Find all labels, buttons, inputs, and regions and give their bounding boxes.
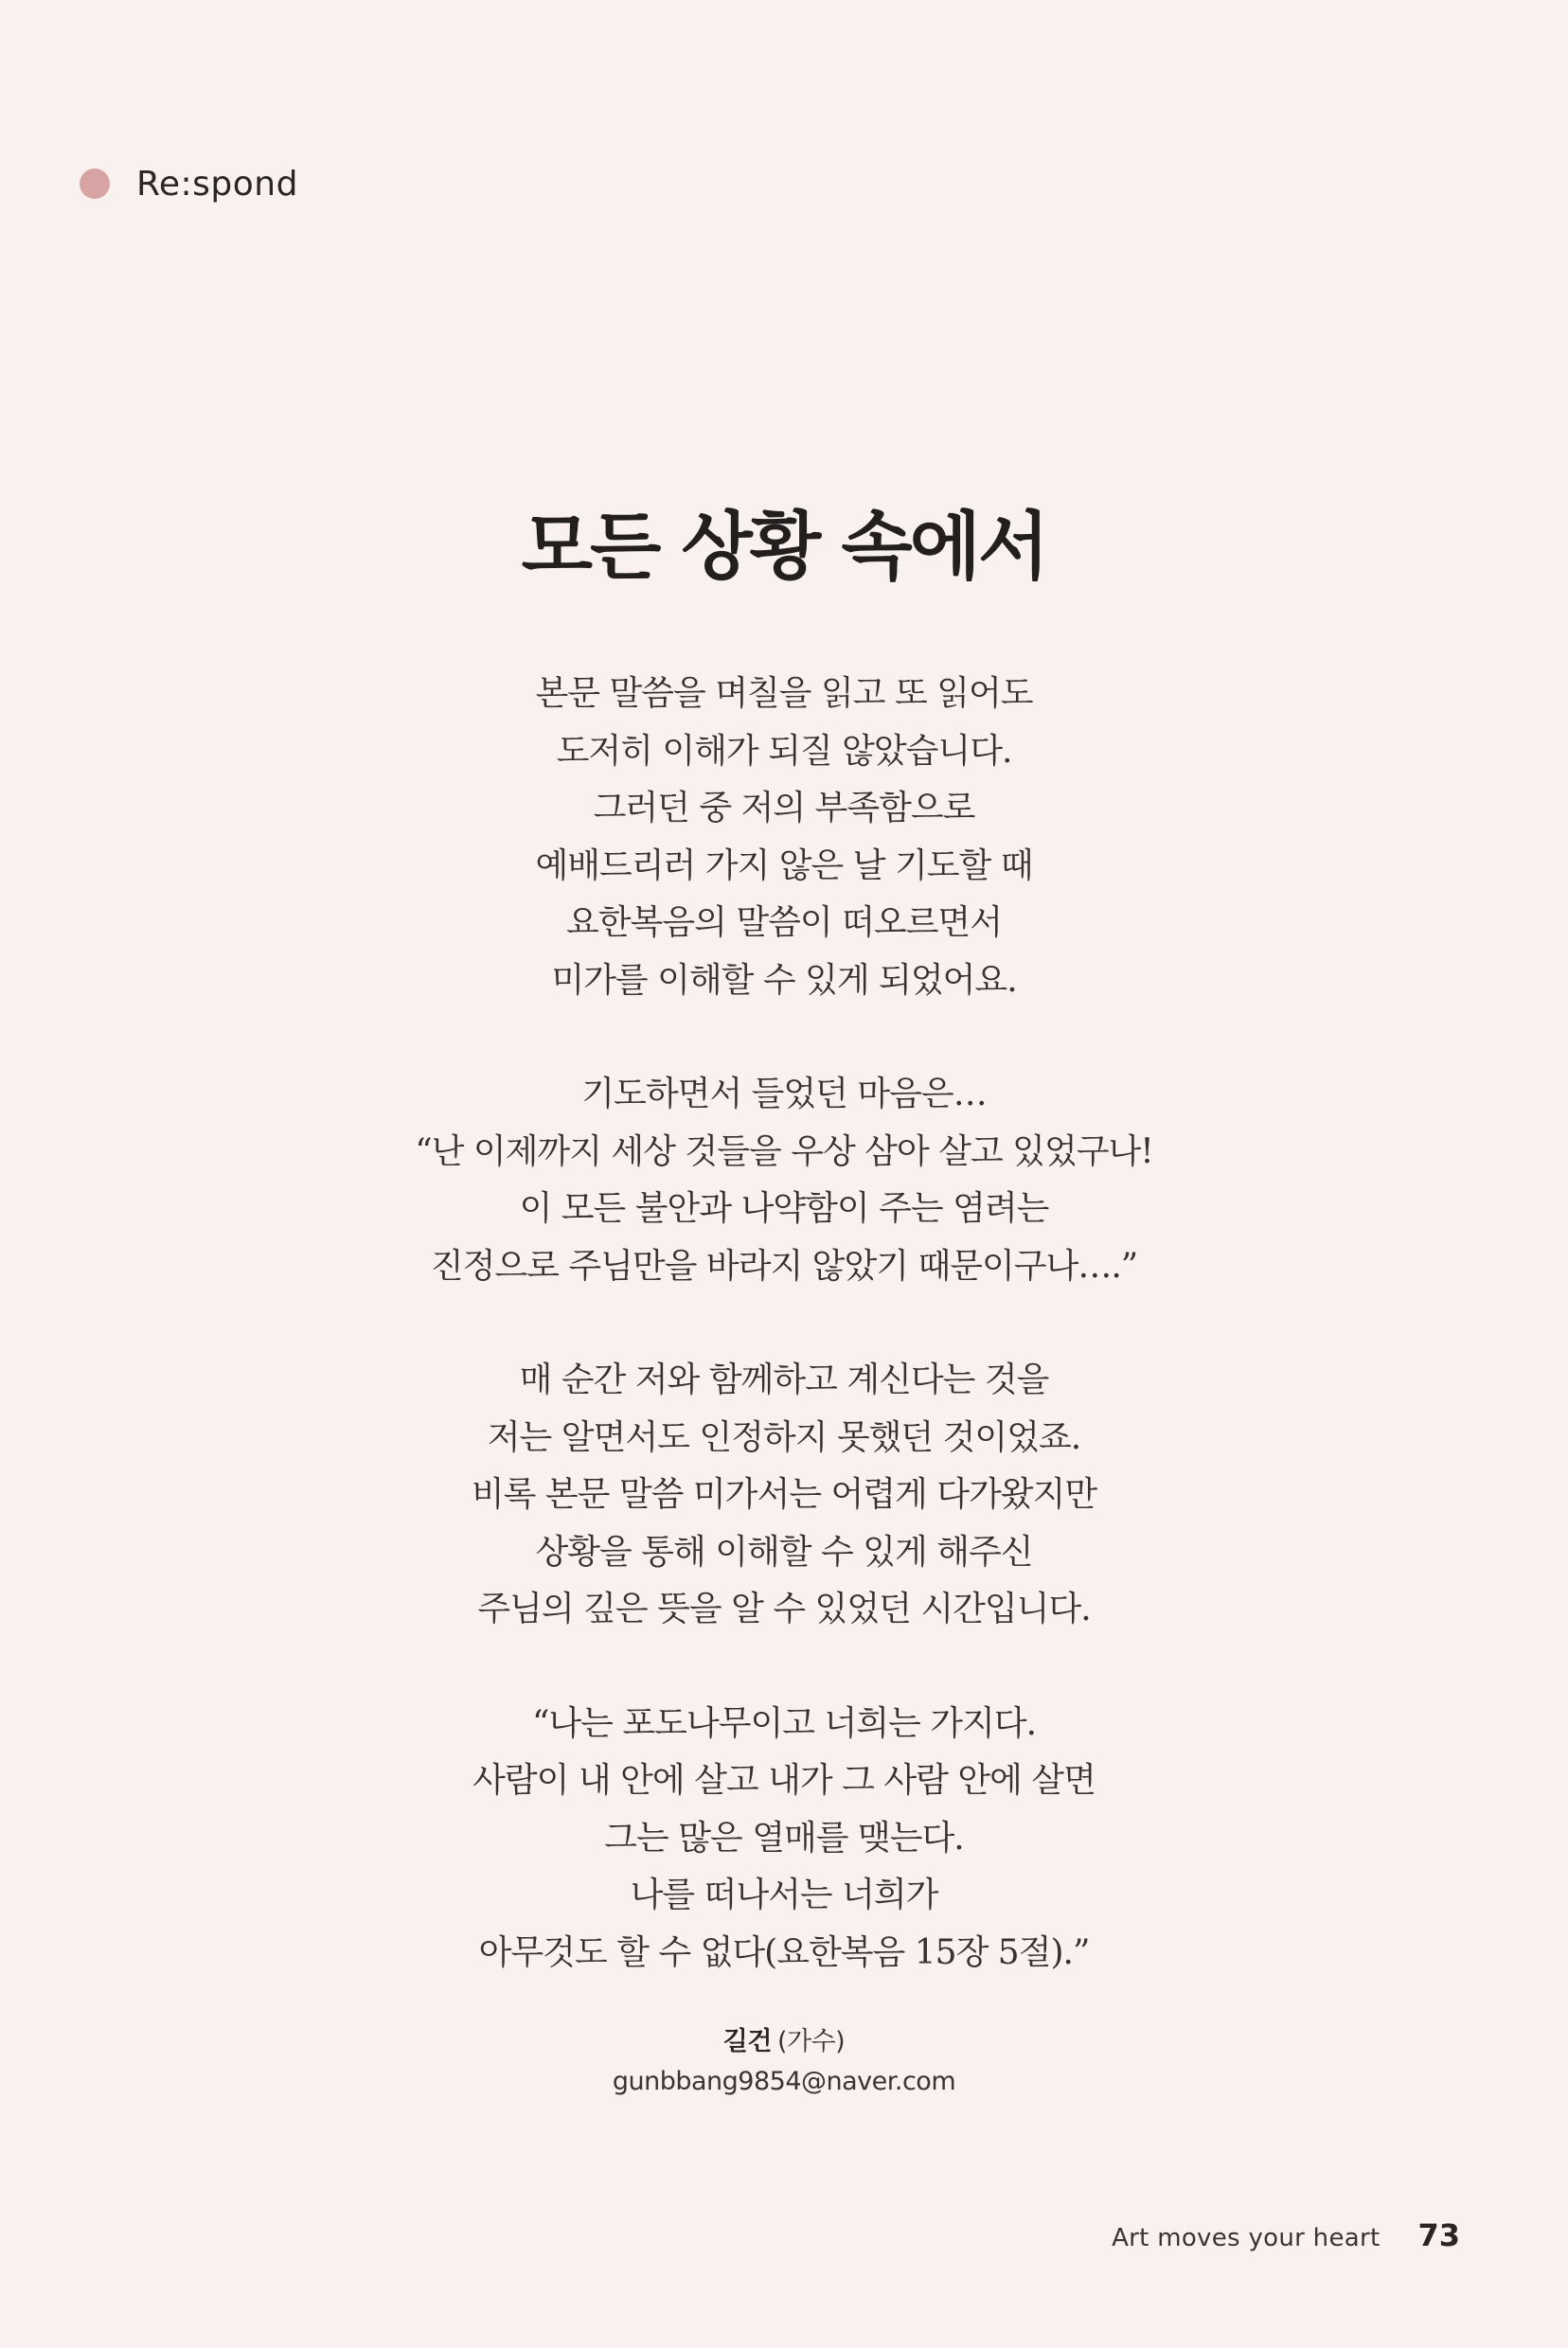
poem-line: 상황을 통해 이해할 수 있게 해주신 — [535, 1532, 1033, 1572]
section-marker-dot-icon — [80, 169, 110, 199]
author-credit — [0, 2020, 1568, 2100]
poem-line: 매 순간 저와 함께하고 계신다는 것을 — [519, 1361, 1049, 1399]
poem-line: “나는 포도나무이고 너희는 가지다. — [531, 1703, 1037, 1743]
author-byline — [0, 2020, 1568, 2064]
poem-line: 나를 떠나서는 너희가 — [630, 1876, 938, 1914]
poem-line: 주님의 깊은 뜻을 알 수 있었던 시간입니다. — [477, 1590, 1091, 1628]
poem-line: 진정으로 주님만을 바라지 않았기 때문이구나….” — [430, 1246, 1138, 1286]
page-number: 73 — [1417, 2217, 1460, 2253]
poem-line: 기도하면서 들었던 마음은… — [581, 1075, 987, 1113]
poem-line: 본문 말씀을 며칠을 읽고 또 읽어도 — [535, 674, 1033, 713]
stanza-2 — [0, 1066, 1568, 1295]
stanza-4 — [0, 1696, 1568, 1983]
poem-body — [0, 666, 1568, 2038]
poem-line: 예배드리러 가지 않은 날 기도할 때 — [535, 845, 1033, 885]
section-tag — [80, 163, 298, 205]
author-email: gunbbang9854@naver.com — [612, 2067, 956, 2096]
article-title: 모든 상황 속에서 — [521, 504, 1047, 590]
author-role: (가수) — [776, 2027, 846, 2056]
magazine-tagline: Art moves your heart — [1112, 2224, 1381, 2252]
poem-line: 그러던 중 저의 부족함으로 — [593, 789, 975, 827]
poem-line: 이 모든 불안과 나약함이 주는 염려는 — [519, 1189, 1049, 1228]
poem-line: 아무것도 할 수 없다(요한복음 15장 5절).” — [478, 1932, 1090, 1972]
poem-line: 비록 본문 말씀 미가서는 어렵게 다가왔지만 — [471, 1475, 1097, 1514]
poem-line: 요한복음의 말씀이 떠오르면서 — [566, 903, 1002, 942]
stanza-1 — [0, 666, 1568, 1009]
poem-line: “난 이제까지 세상 것들을 우상 삼아 살고 있었구나! — [415, 1131, 1153, 1171]
poem-line: 그는 많은 열매를 맺는다. — [604, 1818, 964, 1858]
stanza-3 — [0, 1352, 1568, 1639]
poem-line: 저는 알면서도 인정하지 못했던 것이었죠. — [487, 1417, 1081, 1457]
poem-line: 미가를 이해할 수 있게 되었어요. — [551, 960, 1017, 1000]
author-name: 길건 — [722, 2027, 772, 2056]
page-footer — [1112, 2217, 1460, 2253]
poem-line: 도저히 이해가 되질 않았습니다. — [556, 731, 1012, 771]
poem-line: 사람이 내 안에 살고 내가 그 사람 안에 살면 — [472, 1761, 1096, 1800]
section-label: Re:spond — [136, 164, 298, 204]
